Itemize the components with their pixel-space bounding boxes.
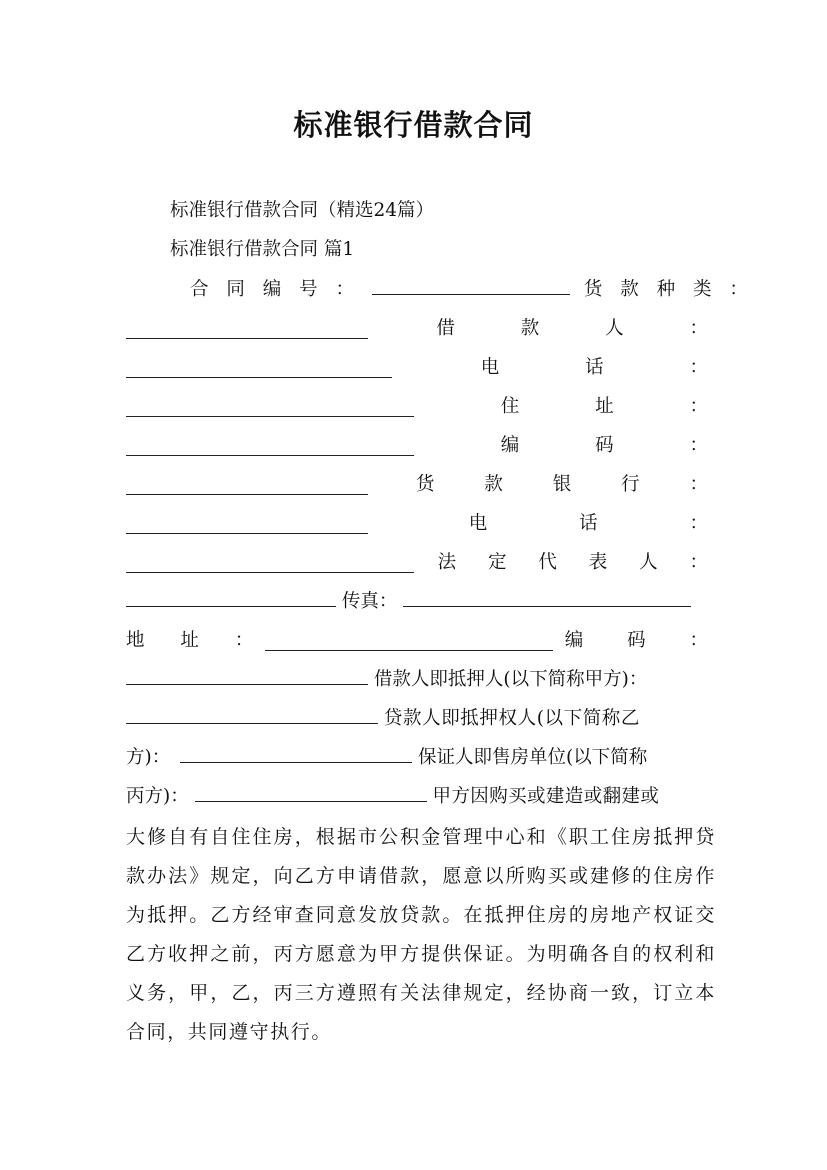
party-a-prev-blank — [126, 665, 368, 685]
section-heading: 标准银行借款合同 篇1 — [170, 239, 355, 260]
phone2-label: 电 话 ： — [468, 513, 708, 534]
address2-line — [126, 626, 716, 656]
fax-blank — [403, 587, 691, 607]
party-d-blank — [195, 782, 427, 802]
lending-bank-line — [126, 470, 716, 500]
party-b-prev-blank — [126, 704, 378, 724]
party-b-text: 贷款人即抵押权人(以下简称乙 — [383, 708, 641, 729]
lending-bank-prev-blank — [126, 475, 368, 495]
borrower-prev-blank — [126, 319, 368, 339]
party-c-text: 保证人即售房单位(以下简称 — [418, 747, 648, 768]
legal-rep-line — [126, 548, 716, 578]
address2-blank — [265, 631, 553, 651]
party-a-line — [126, 665, 716, 695]
postcode1-line — [126, 431, 716, 461]
address2-label: 地 址 ： — [126, 630, 254, 651]
party-d-text: 甲方因购买或建造或翻建或 — [432, 786, 660, 807]
address1-label: 住 址 ： — [500, 396, 708, 417]
subtitle: 标准银行借款合同（精选24篇） — [170, 200, 435, 221]
party-a-text: 借款人即抵押人(以下简称甲方)： — [373, 669, 648, 690]
party-c-blank — [180, 743, 412, 763]
lending-bank-label: 货 款 银 行 ： — [415, 474, 708, 495]
fax-line — [126, 587, 716, 617]
address1-line — [126, 392, 716, 422]
contract-number-blank — [372, 275, 570, 295]
body-paragraph: 大修自有自住住房，根据市公积金管理中心和《职工住房抵押贷款办法》规定，向乙方申请借款，愿意以所购买或建修的住房作为抵押。乙方经审查同意发放贷款。在抵押住房的房地产权证交乙方收押之前，丙方愿意为甲方提供保证。为明确各自的权利和义务，甲，乙，丙三方遵照有关法律规定，经协商一致，订立本合同，共同遵守执行。 — [126, 826, 716, 1043]
party-c-line — [126, 743, 716, 773]
phone2-prev-blank — [126, 514, 368, 534]
legal-rep-label: 法 定 代 表 人 ： — [437, 552, 708, 573]
party-c-prefix: 方)： — [126, 747, 171, 768]
contract-number-label: 合 同 编 号 ： — [190, 279, 361, 300]
phone2-line — [126, 509, 716, 539]
party-d-prefix: 丙方)： — [126, 786, 189, 807]
borrower-label: 借 款 人 ： — [436, 318, 708, 339]
phone1-prev-blank — [126, 358, 392, 378]
phone1-line — [126, 353, 716, 383]
document-title: 标准银行借款合同 — [293, 108, 534, 142]
postcode1-label: 编 码 ： — [500, 435, 708, 456]
fax-label: 传真： — [341, 591, 398, 612]
contract-number-line — [190, 275, 754, 305]
legal-rep-prev-blank — [126, 553, 414, 573]
borrower-line — [126, 314, 716, 344]
party-b-line — [126, 704, 716, 734]
address1-prev-blank — [126, 397, 414, 417]
loan-type-label: 货 款 种 类 ： — [583, 279, 754, 300]
phone1-label: 电 话 ： — [480, 357, 708, 378]
party-d-line — [126, 782, 716, 812]
postcode1-prev-blank — [126, 436, 414, 456]
postcode2-label: 编 码 ： — [564, 630, 708, 651]
fax-prev-blank — [126, 587, 336, 607]
